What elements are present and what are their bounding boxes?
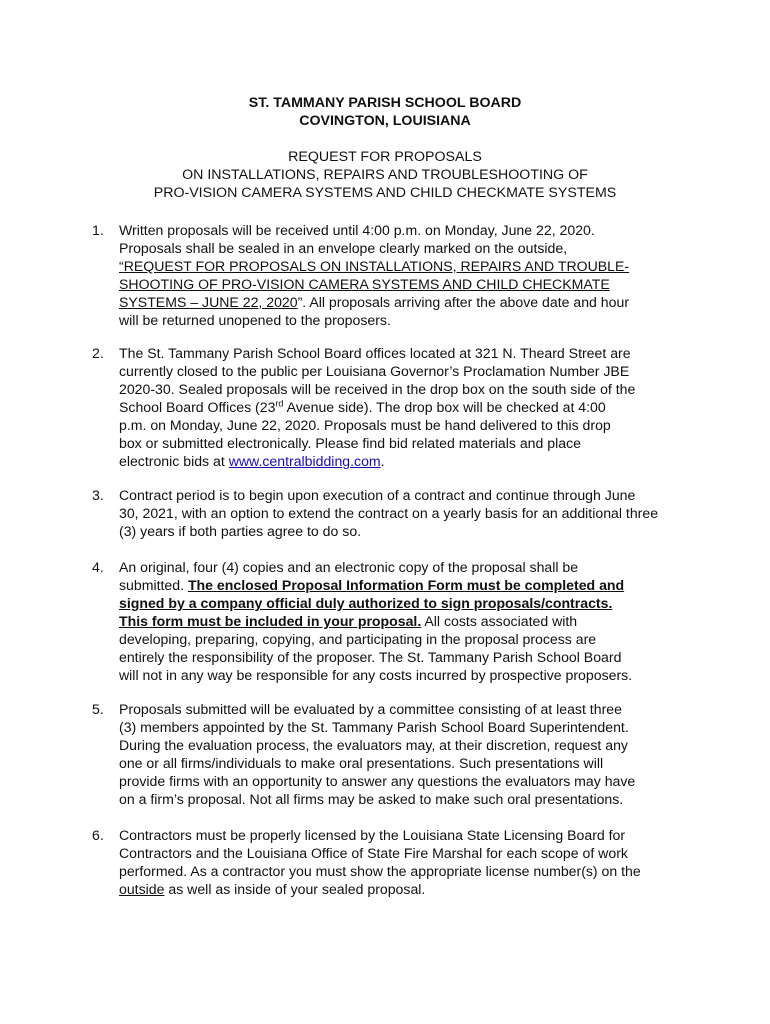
item-number: 3. — [92, 487, 104, 503]
text-run: submitted. — [119, 577, 188, 593]
underlined-text: SYSTEMS – JUNE 22, 2020 — [119, 294, 298, 310]
item-number: 1. — [92, 222, 104, 238]
text-line: Proposals shall be sealed in an envelope clearly marked on the outside, — [119, 240, 568, 256]
title-line-3: PRO-VISION CAMERA SYSTEMS AND CHILD CHECKMATE SYSTEMS — [153, 185, 617, 201]
text-line: (3) years if both parties agree to do so. — [119, 523, 362, 539]
item-number: 6. — [92, 827, 104, 843]
text-run: All costs associated with — [421, 613, 578, 629]
title-line-2: ON INSTALLATIONS, REPAIRS AND TROUBLESHOOTING OF — [182, 167, 588, 183]
text-line: entirely the responsibility of the proposer. The St. Tammany Parish School Board — [119, 649, 622, 665]
bold-underlined-text: The enclosed Proposal Information Form must be completed and — [187, 577, 625, 593]
text-line: Contract period is to begin upon execution of a contract and continue through June — [119, 487, 636, 503]
organization-name: ST. TAMMANY PARISH SCHOOL BOARD — [248, 95, 522, 111]
bold-underlined-text: This form must be included in your proposal. — [119, 613, 422, 629]
text-line: will be returned unopened to the proposers. — [119, 312, 391, 328]
text-line — [119, 293, 702, 311]
text-run: as well as inside of your sealed proposal. — [164, 881, 426, 897]
text-line: During the evaluation process, the evaluators may, at their discretion, request any — [119, 737, 628, 753]
text-line: Proposals submitted will be evaluated by a committee consisting of at least three — [119, 701, 622, 717]
text-run: Avenue side). The drop box will be checked at 4:00 — [283, 399, 606, 415]
item-text — [119, 486, 702, 540]
superscript: rd — [275, 398, 284, 409]
text-line: one or all firms/individuals to make oral presentations. Such presentations will — [119, 755, 604, 771]
item-text — [119, 344, 702, 470]
text-line: Written proposals will be received until 4:00 p.m. on Monday, June 22, 2020. — [119, 222, 595, 238]
text-run: School Board Offices (23 — [119, 399, 276, 415]
text-run: . — [380, 453, 385, 469]
title-line-1: REQUEST FOR PROPOSALS — [288, 149, 482, 165]
organization-location: COVINGTON, LOUISIANA — [299, 113, 471, 129]
text-line: will not in any way be responsible for any costs incurred by prospective proposers. — [119, 667, 633, 683]
text-line: Contractors must be properly licensed by the Louisiana State Licensing Board for — [119, 827, 626, 843]
text-run: ”. All proposals arriving after the above date and hour — [297, 294, 630, 310]
organization-header — [0, 94, 770, 130]
text-line: An original, four (4) copies and an electronic copy of the proposal shall be — [119, 559, 579, 575]
item-text — [119, 700, 702, 808]
item-number: 2. — [92, 345, 104, 361]
underlined-text-line: “REQUEST FOR PROPOSALS ON INSTALLATIONS, REPAIRS AND TROUBLE- — [119, 258, 630, 274]
text-line: p.m. on Monday, June 22, 2020. Proposals must be hand delivered to this drop — [119, 417, 611, 433]
bold-underlined-text-line: signed by a company official duly authorized to sign proposals/contracts. — [119, 595, 613, 611]
item-text — [119, 558, 702, 684]
text-line: (3) members appointed by the St. Tammany Parish School Board Superintendent. — [119, 719, 629, 735]
text-line: on a firm’s proposal. Not all firms may be asked to make such oral presentations. — [119, 791, 624, 807]
underlined-text: outside — [119, 881, 165, 897]
text-line — [119, 612, 702, 630]
text-line — [119, 576, 702, 594]
text-line: box or submitted electronically. Please find bid related materials and place — [119, 435, 581, 451]
text-line: 30, 2021, with an option to extend the contract on a yearly basis for an additional three — [119, 505, 659, 521]
item-number: 5. — [92, 701, 104, 717]
text-line: provide firms with an opportunity to answer any questions the evaluators may have — [119, 773, 636, 789]
text-run: electronic bids at — [119, 453, 229, 469]
text-line: currently closed to the public per Louisiana Governor’s Proclamation Number JBE — [119, 363, 630, 379]
central-bidding-link[interactable]: www.centralbidding.com — [228, 453, 381, 469]
text-line: Contractors and the Louisiana Office of State Fire Marshal for each scope of work — [119, 845, 628, 861]
item-number: 4. — [92, 559, 104, 575]
underlined-text-line: SHOOTING OF PRO-VISION CAMERA SYSTEMS AND CHILD CHECKMATE — [119, 276, 610, 292]
text-line: developing, preparing, copying, and participating in the proposal process are — [119, 631, 597, 647]
text-line — [119, 452, 702, 470]
item-text — [119, 221, 702, 329]
text-line: 2020-30. Sealed proposals will be received in the drop box on the south side of the — [119, 381, 636, 397]
document-title — [0, 148, 770, 202]
text-line — [119, 398, 702, 416]
text-line: The St. Tammany Parish School Board offices located at 321 N. Theard Street are — [119, 345, 631, 361]
text-line — [119, 880, 702, 898]
item-text — [119, 826, 702, 898]
text-line: performed. As a contractor you must show the appropriate license number(s) on the — [119, 863, 641, 879]
